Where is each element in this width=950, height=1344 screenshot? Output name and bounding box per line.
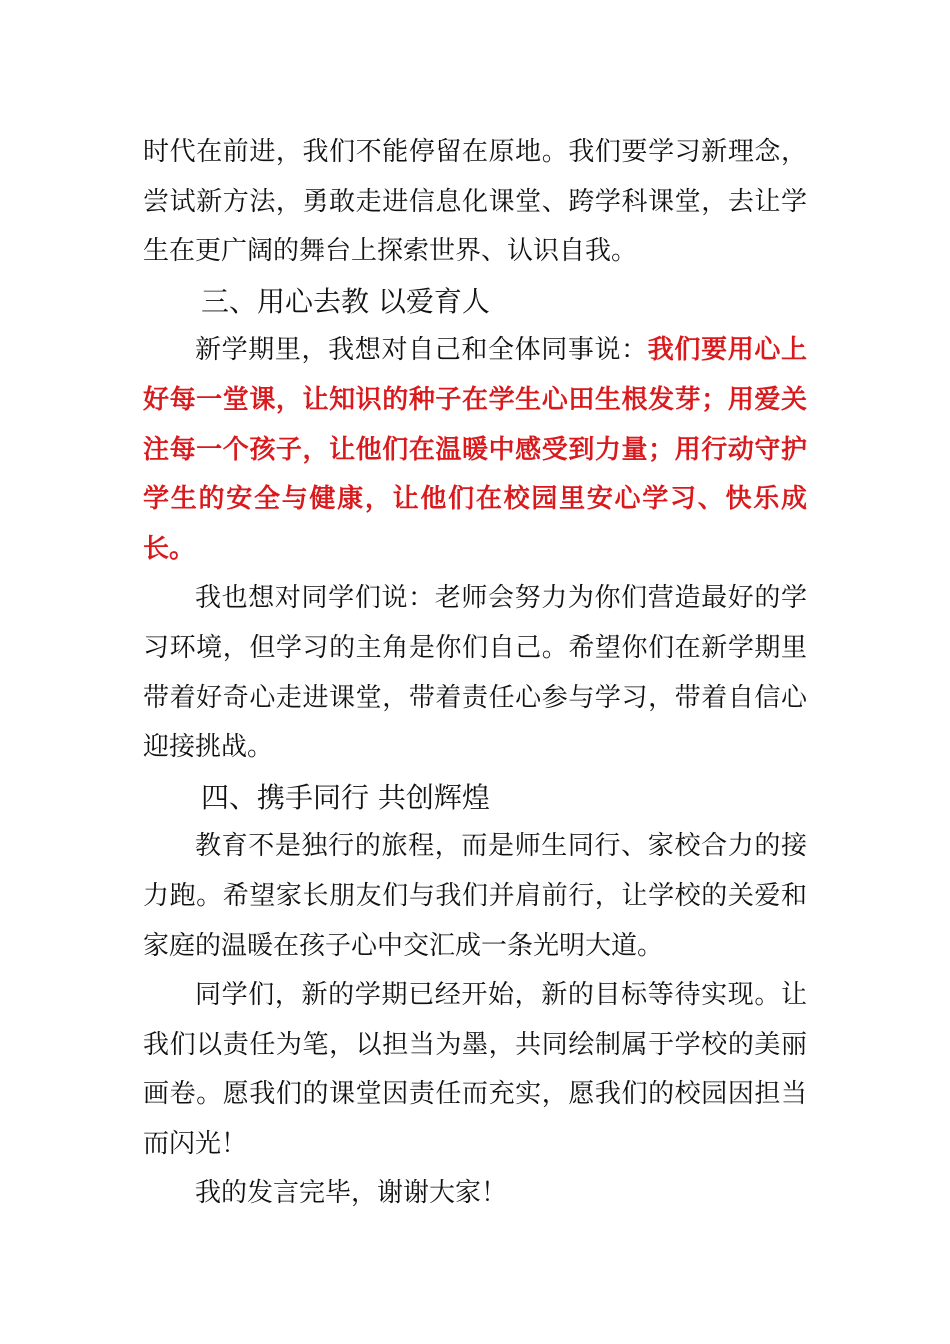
paragraph-home-school-cooperation: 教育不是独行的旅程，而是师生同行、家校合力的接力跑。希望家长朋友们与我们并肩前行，让学校的关爱和家庭的温暖在孩子心中交汇成一条光明大道。 [143, 831, 807, 961]
document-body [143, 128, 807, 1219]
paragraph-thanks: 我的发言完毕，谢谢大家！ [195, 1178, 508, 1209]
section-heading-3: 三、用心去教 以爱育人 [201, 284, 490, 318]
section-heading-4: 四、携手同行 共创辉煌 [201, 780, 490, 814]
paragraph-message-to-colleagues [143, 326, 807, 574]
emphasized-commitment-text: 我们要用心上好每一堂课，让知识的种子在学生心田生根发芽；用爱关注每一个孩子，让他们在温暖中感受到力量；用行动守护学生的安全与健康，让他们在校园里安心学习、快乐成长。 [143, 335, 807, 564]
paragraph-closing-appeal: 同学们，新的学期已经开始，新的目标等待实现。让我们以责任为笔，以担当为墨，共同绘制属于学校的美丽画卷。愿我们的课堂因责任而充实，愿我们的校园因担当而闪光！ [143, 980, 807, 1159]
paragraph-intro-text: 新学期里，我想对自己和全体同事说： [195, 335, 648, 366]
paragraph-message-to-students: 我也想对同学们说：老师会努力为你们营造最好的学习环境，但学习的主角是你们自己。希望你们在新学期里带着好奇心走进课堂，带着责任心参与学习，带着自信心迎接挑战。 [143, 583, 807, 763]
paragraph-innovation: 时代在前进，我们不能停留在原地。我们要学习新理念，尝试新方法，勇敢走进信息化课堂、跨学科课堂，去让学生在更广阔的舞台上探索世界、认识自我。 [143, 137, 807, 267]
